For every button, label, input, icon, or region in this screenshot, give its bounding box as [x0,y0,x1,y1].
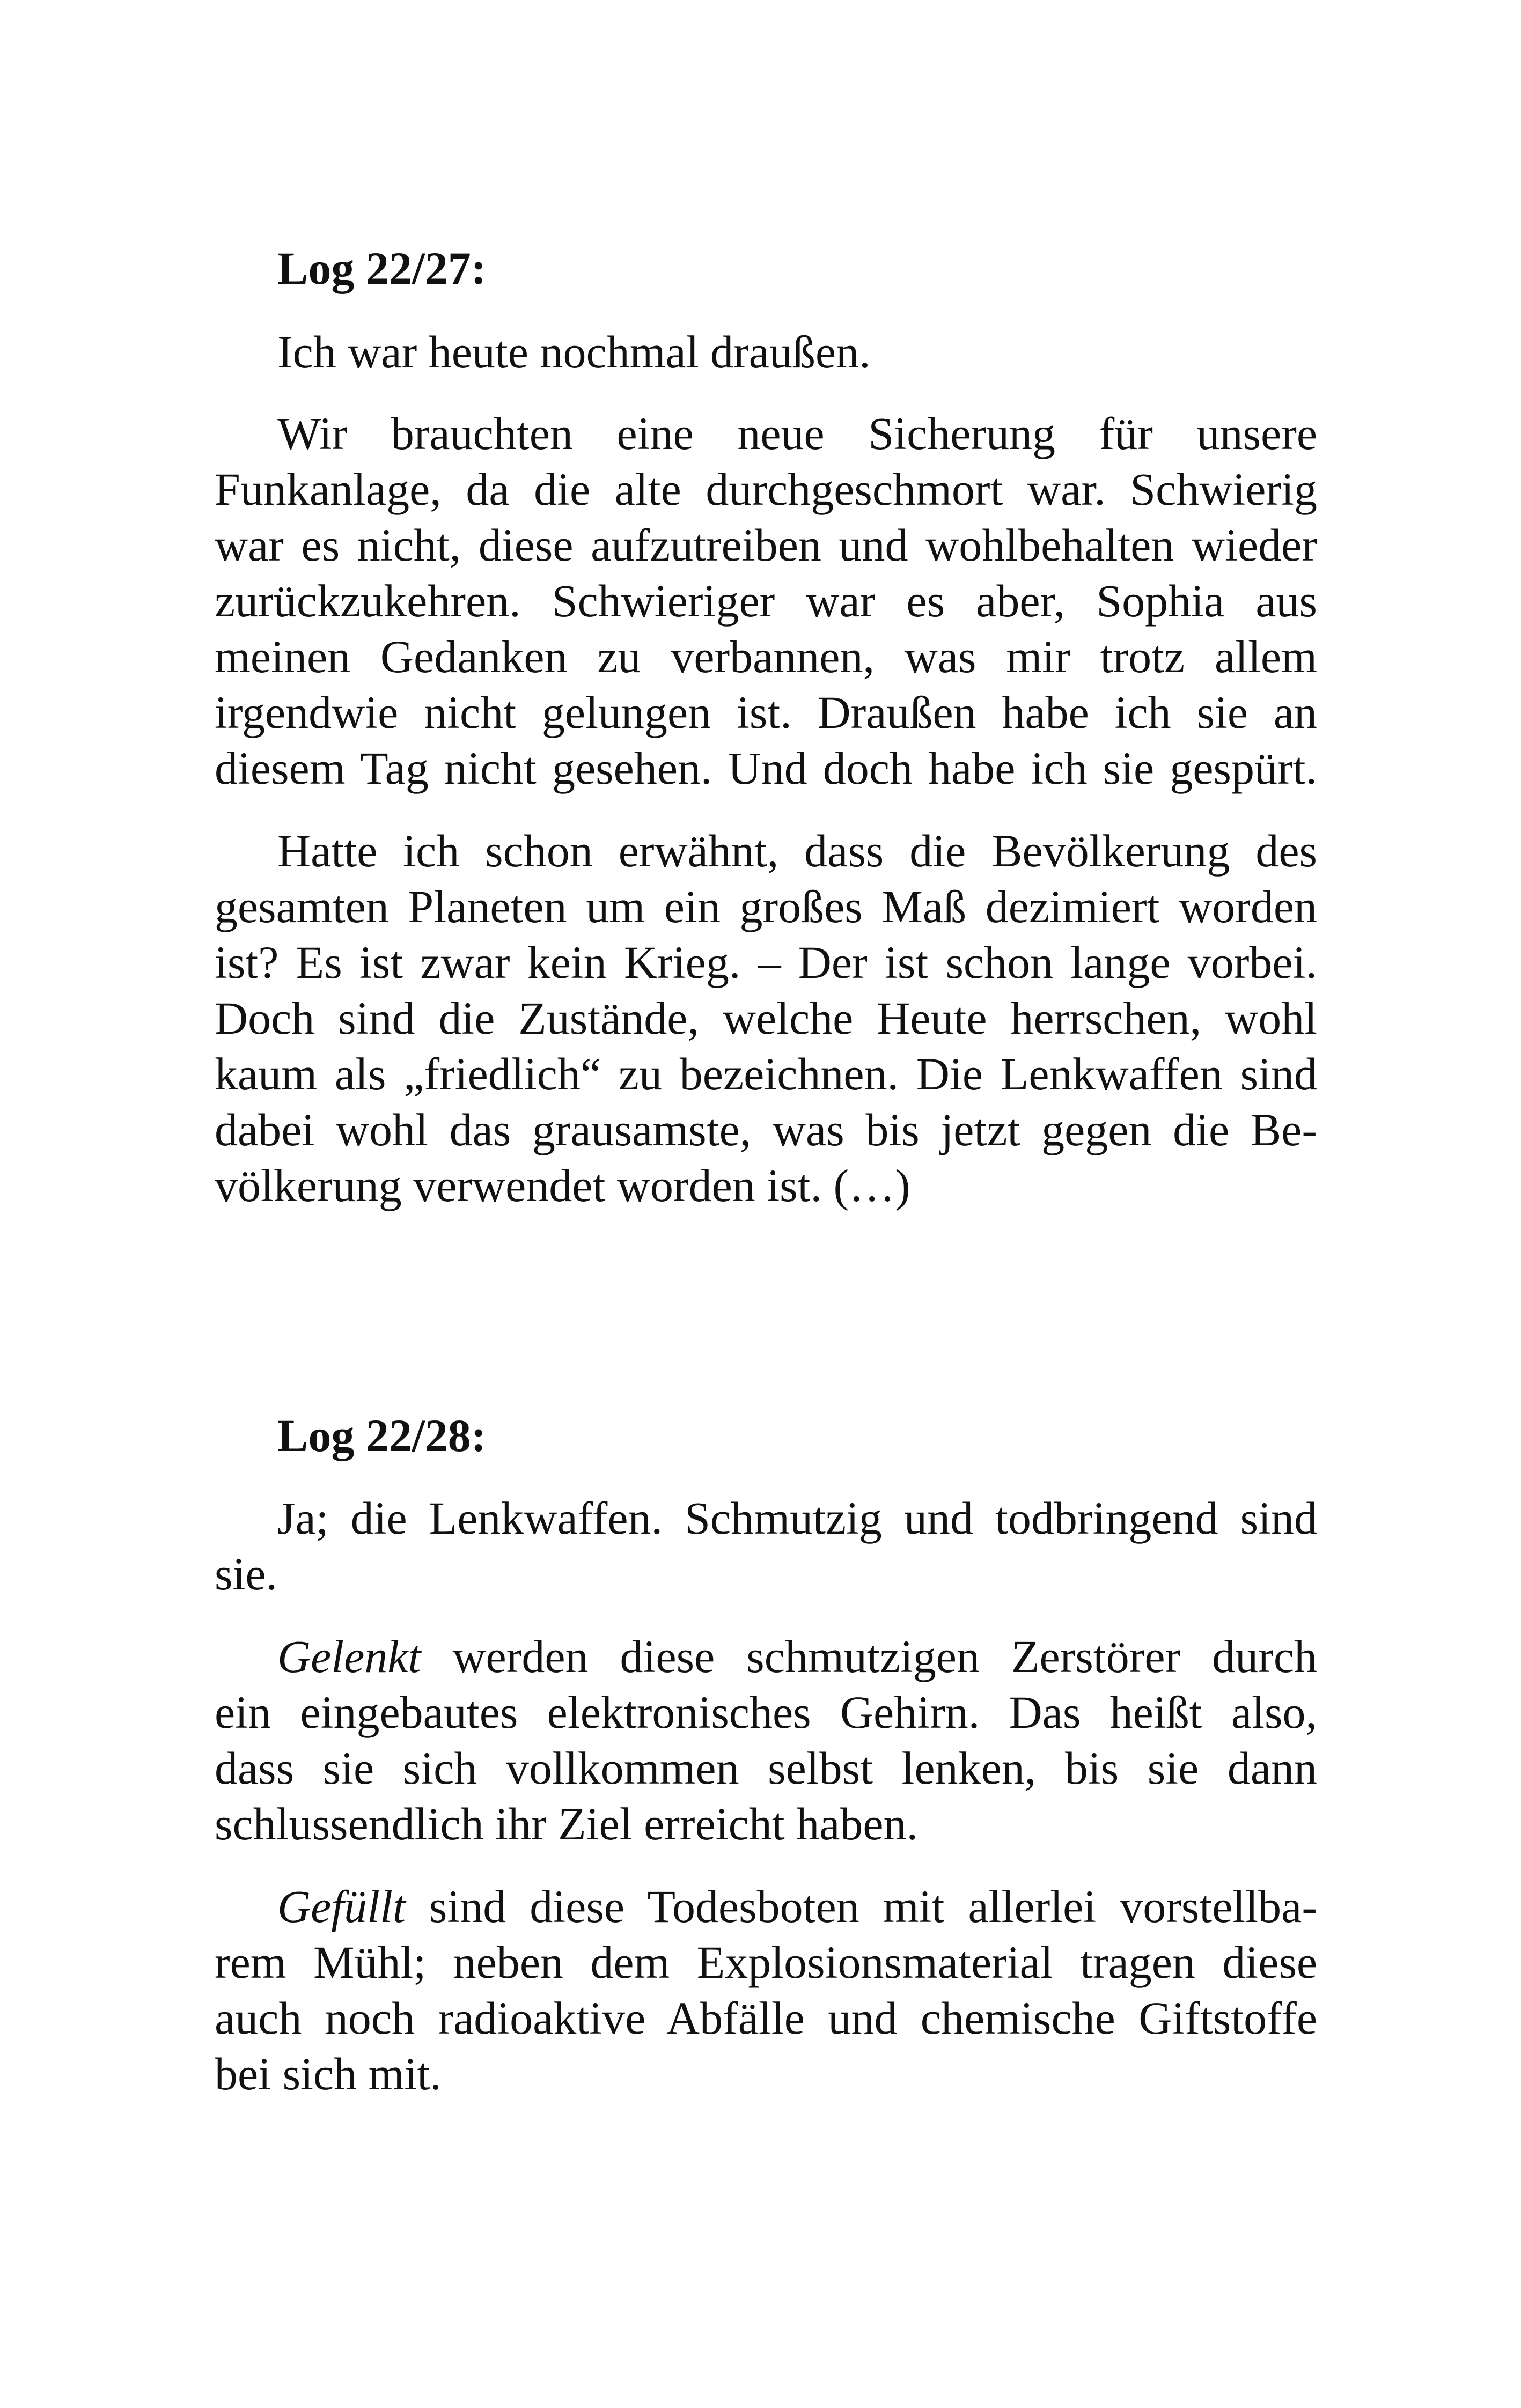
paragraph-line: gesamten Planeten um ein großes Maß dezimiert worden [215,881,1317,932]
paragraph-line [277,1629,1317,1684]
paragraph-line: irgendwie nicht gelungen ist. Draußen habe ich sie an [215,687,1317,738]
paragraph-line: rem Mühl; neben dem Explosionsmaterial tragen diese [215,1936,1317,1988]
paragraph-line: Doch sind die Zustände, welche Heute herrschen, wohl [215,992,1317,1044]
paragraph-line: völkerung verwendet worden ist. (…) [215,1160,910,1211]
italic-lead-word: Gefüllt [277,1881,406,1932]
paragraph-line: bei sich mit. [215,2048,442,2100]
paragraph-line: ein eingebautes elektronisches Gehirn. Das heißt also, [215,1687,1317,1738]
paragraph-line: schlussendlich ihr Ziel erreicht haben. [215,1798,919,1850]
log-title-22-27: Log 22/27: [277,242,487,294]
paragraph-line: dabei wohl das grausamste, was bis jetzt gegen die Be- [215,1104,1317,1155]
paragraph-line: dass sie sich vollkommen selbst lenken, bis sie dann [215,1742,1317,1794]
paragraph-line: Wir brauchten eine neue Sicherung für unsere [277,408,1317,459]
paragraph-line: kaum als „friedlich“ zu bezeichnen. Die Lenkwaffen sind [215,1048,1317,1100]
paragraph-line: ist? Es ist zwar kein Krieg. – Der ist schon lange vorbei. [215,937,1317,988]
paragraph-line: meinen Gedanken zu verbannen, was mir trotz allem [215,631,1317,682]
paragraph-line-rest: sind diese Todesboten mit allerlei vorstellba- [405,1881,1317,1932]
paragraph-line-rest: werden diese schmutzigen Zerstörer durch [421,1631,1317,1682]
log-title-22-28: Log 22/28: [277,1410,487,1461]
paragraph-line: sie. [215,1548,278,1600]
paragraph-line: Funkanlage, da die alte durchgeschmort war. Schwierig [215,463,1317,515]
italic-lead-word: Gelenkt [277,1631,421,1682]
paragraph-line: zurückzukehren. Schwieriger war es aber, Sophia aus [215,575,1317,627]
paragraph-line: Hatte ich schon erwähnt, dass die Bevölkerung des [277,825,1317,877]
paragraph-line: diesem Tag nicht gesehen. Und doch habe ich sie gespürt. [215,742,1317,794]
paragraph-line: Ich war heute nochmal draußen. [277,326,871,378]
paragraph-line [277,1879,1317,1934]
paragraph-line: auch noch radioaktive Abfälle und chemische Giftstoffe [215,1992,1317,2044]
paragraph-line: war es nicht, diese aufzutreiben und wohlbehalten wieder [215,519,1317,571]
paragraph-line: Ja; die Lenkwaffen. Schmutzig und todbringend sind [277,1492,1317,1544]
